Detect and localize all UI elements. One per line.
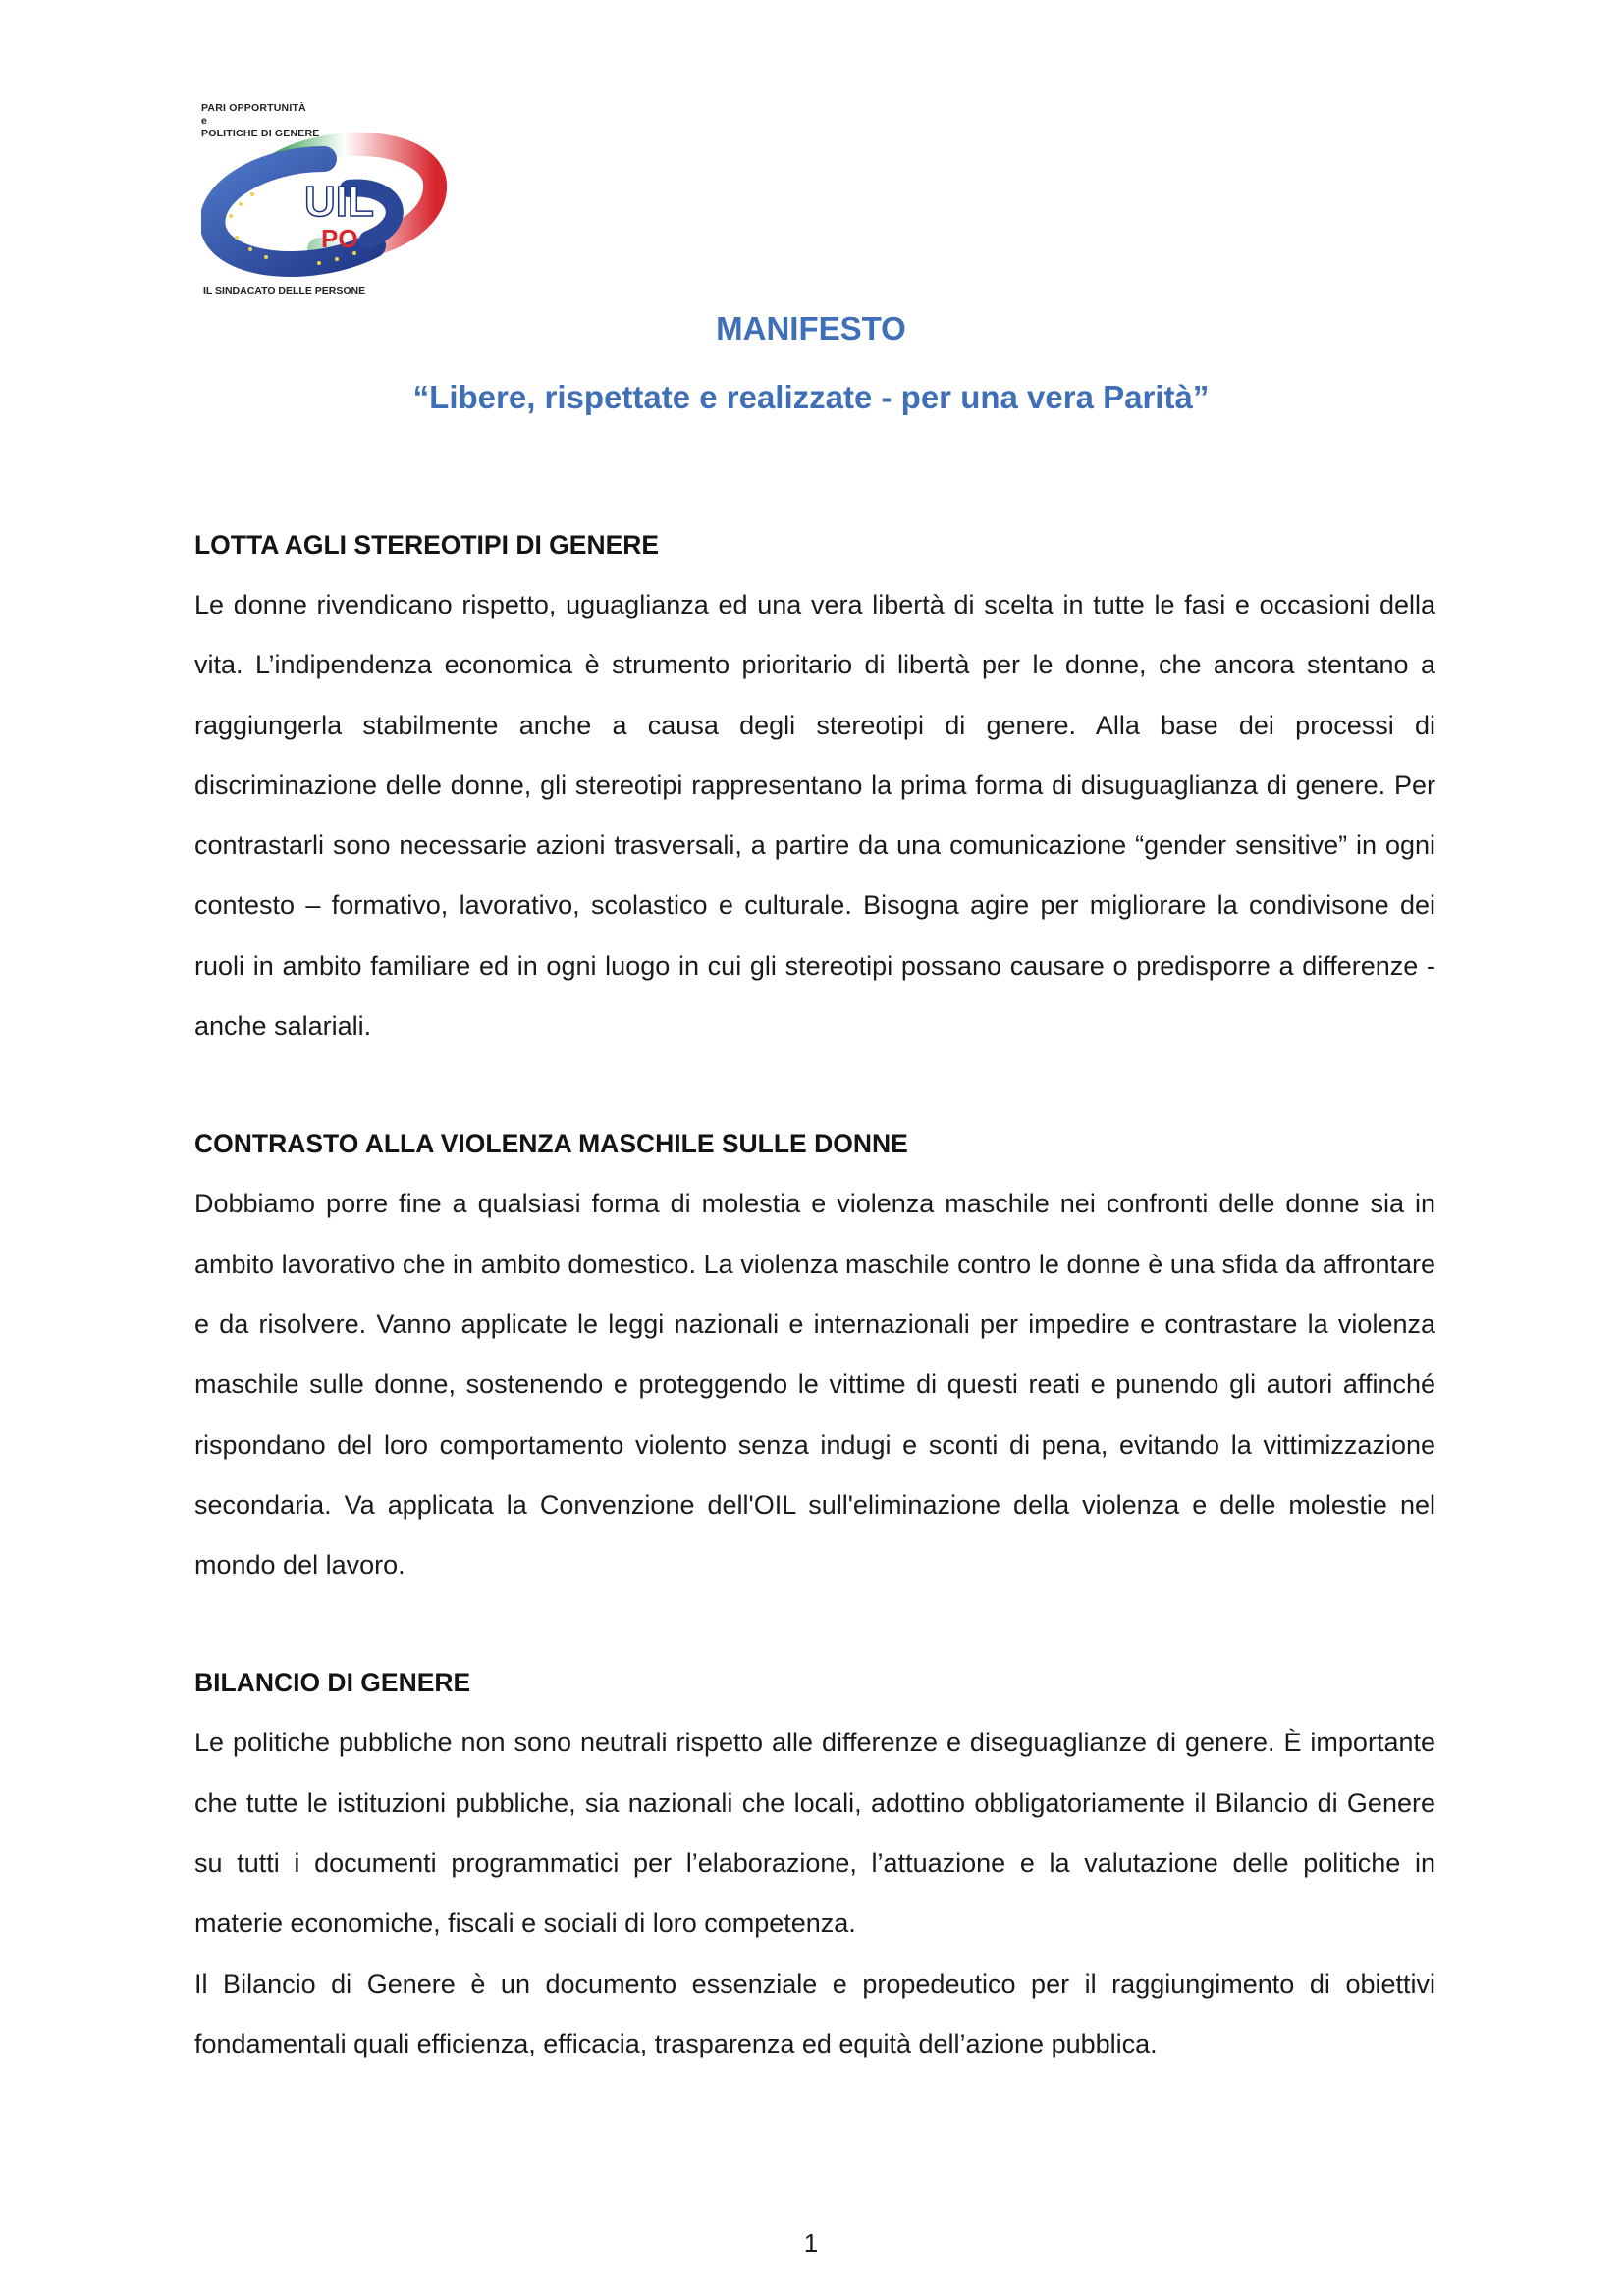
section-stereotipi	[194, 515, 1435, 1056]
section-heading: LOTTA AGLI STEREOTIPI DI GENERE	[194, 530, 660, 560]
document-title: MANIFESTO	[716, 310, 906, 347]
section-paragraph: Le donne rivendicano rispetto, uguaglianza ed una vera libertà di scelta in tutte le fasi e occasioni della vita. L’indipendenza economica è strumento prioritario di libertà per le donne, che ancora stentano a raggiungerla stabilmente anche a causa degli stereotipi di genere. Alla base dei processi di discriminazione delle donne, gli stereotipi rappresentano la prima forma di disuguaglianza di genere. Per contrastarli sono necessarie azioni trasversali, a partire da una comunicazione “gender sensitive” in ogni contesto – formativo, lavorativo, scolastico e culturale. Bisogna agire per migliorare la condivisone dei ruoli in ambito familiare ed in ogni luogo in cui gli stereotipi possano causare o predisporre a differenze - anche salariali.	[194, 590, 1435, 1041]
section-heading: BILANCIO DI GENERE	[194, 1668, 471, 1698]
logo-top-text: PARI OPPORTUNITÀ e POLITICHE DI GENERE	[201, 102, 320, 139]
logo-emblem-icon	[201, 130, 447, 283]
page-number: 1	[803, 2228, 819, 2258]
uil-po-logo	[201, 102, 447, 298]
document-body	[194, 515, 1435, 2074]
section-paragraph: Le politiche pubbliche non sono neutrali rispetto alle differenze e diseguaglianze di genere. È importante che tutte le istituzioni pubbliche, sia nazionali che locali, adottino obbligatoriamente il Bilancio di Genere su tutti i documenti programmatici per l’elaborazione, l’attuazione e la valutazione delle politiche in materie economiche, fiscali e sociali di loro competenza.	[194, 1728, 1435, 1939]
document-subtitle: “Libere, rispettate e realizzate - per una vera Parità”	[412, 379, 1210, 415]
svg-text:PO: PO	[321, 224, 358, 253]
svg-text:UIL: UIL	[304, 178, 374, 226]
section-violenza	[194, 1114, 1435, 1595]
section-paragraph: Il Bilancio di Genere è un documento essenziale e propedeutico per il raggiungimento di obiettivi fondamentali quali efficienza, efficacia, trasparenza ed equità dell’azione pubblica.	[194, 1968, 1435, 2058]
section-paragraph: Dobbiamo porre fine a qualsiasi forma di molestia e violenza maschile nei confronti delle donne sia in ambito lavorativo che in ambito domestico. La violenza maschile contro le donne è una sfida da affrontare e da risolvere. Vanno applicate le leggi nazionali e internazionali per impedire e contrastare la violenza maschile sulle donne, sostenendo e proteggendo le vittime di questi reati e punendo gli autori affinché rispondano del loro comportamento violento senza indugi e sconti di pena, evitando la vittimizzazione secondaria. Va applicata la Convenzione dell'OIL sull'eliminazione della violenza e delle molestie nel mondo del lavoro.	[194, 1189, 1435, 1580]
section-bilancio	[194, 1653, 1435, 2074]
logo-tagline: IL SINDACATO DELLE PERSONE	[203, 285, 366, 296]
section-heading: CONTRASTO ALLA VIOLENZA MASCHILE SULLE DONNE	[194, 1129, 908, 1159]
